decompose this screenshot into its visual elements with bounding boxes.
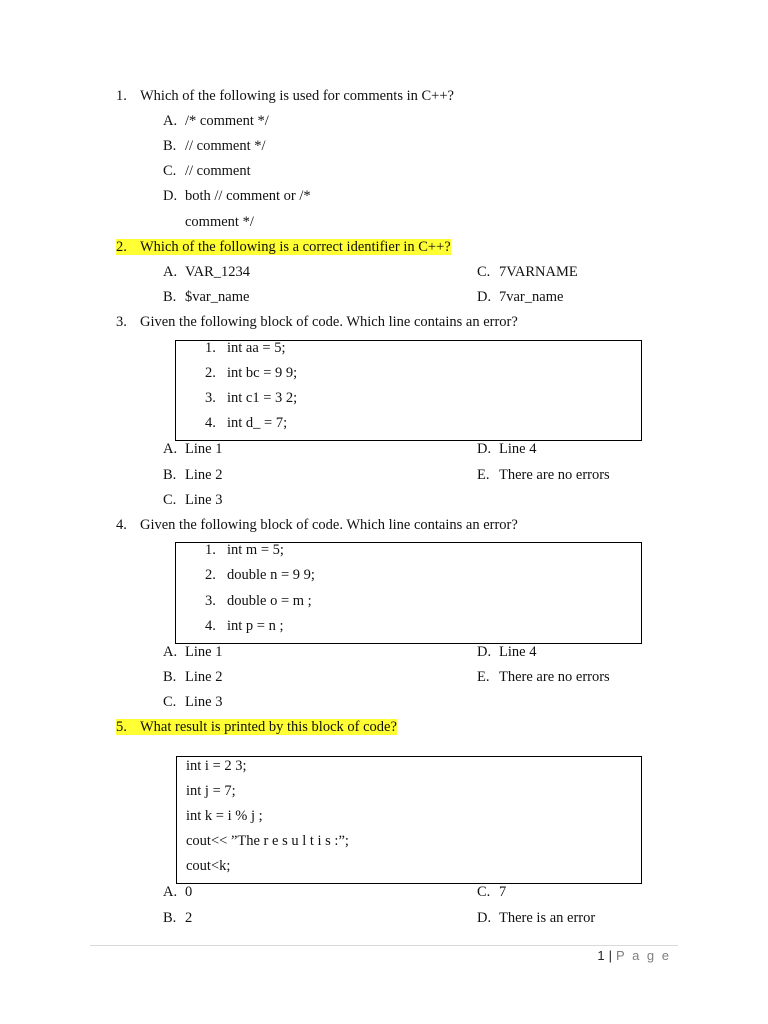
footer-rule bbox=[90, 945, 678, 946]
question-1 bbox=[116, 87, 454, 105]
q4-option-d: D. Line 4 bbox=[477, 644, 537, 660]
question-text: Given the following block of code. Which line contains an error? bbox=[140, 517, 518, 533]
question-number: 2. bbox=[116, 239, 127, 255]
q3-code-line-4: 4. int d_ = 7; bbox=[205, 415, 288, 431]
q1-option-d-continuation: comment */ bbox=[185, 214, 254, 230]
q4-option-e: E. There are no errors bbox=[477, 669, 610, 685]
q5-code-line-1: int i = 2 3; bbox=[186, 758, 247, 774]
page-label: P a g e bbox=[616, 948, 671, 963]
q4-option-a: A. Line 1 bbox=[163, 644, 223, 660]
q1-option-a: A. /* comment */ bbox=[163, 113, 269, 129]
footer-separator: | bbox=[608, 948, 613, 963]
page-footer bbox=[597, 948, 671, 963]
question-5 bbox=[116, 718, 397, 736]
q3-code-line-3: 3. int c1 = 3 2; bbox=[205, 390, 298, 406]
q2-option-b: B. $var_name bbox=[163, 289, 250, 305]
q3-option-a: A. Line 1 bbox=[163, 441, 223, 457]
question-text: Which of the following is a correct identifier in C++? bbox=[140, 239, 451, 255]
q2-option-c: C. 7VARNAME bbox=[477, 264, 578, 280]
q1-option-b: B. // comment */ bbox=[163, 138, 266, 154]
q5-code-line-3: int k = i % j ; bbox=[186, 808, 263, 824]
q5-option-a: A. 0 bbox=[163, 884, 193, 900]
question-text: Given the following block of code. Which line contains an error? bbox=[140, 314, 518, 330]
question-number: 3. bbox=[116, 314, 127, 330]
q4-code-line-4: 4. int p = n ; bbox=[205, 618, 284, 634]
question-text: What result is printed by this block of code? bbox=[140, 719, 397, 735]
q4-code-line-1: 1. int m = 5; bbox=[205, 542, 284, 558]
q5-option-d: D. There is an error bbox=[477, 910, 596, 926]
q2-option-d: D. 7var_name bbox=[477, 289, 564, 305]
question-number: 1. bbox=[116, 88, 127, 104]
question-3 bbox=[116, 313, 518, 331]
question-text: Which of the following is used for comments in C++? bbox=[140, 88, 454, 104]
question-number: 5. bbox=[116, 719, 127, 735]
q3-option-d: D. Line 4 bbox=[477, 441, 537, 457]
page-number: 1 bbox=[597, 948, 605, 963]
q3-option-e: E. There are no errors bbox=[477, 467, 610, 483]
q3-code-line-1: 1. int aa = 5; bbox=[205, 340, 286, 356]
q4-option-b: B. Line 2 bbox=[163, 669, 223, 685]
q3-code-line-2: 2. int bc = 9 9; bbox=[205, 365, 298, 381]
q2-option-a: A. VAR_1234 bbox=[163, 264, 250, 280]
q3-option-c: C. Line 3 bbox=[163, 492, 223, 508]
q1-option-c: C. // comment bbox=[163, 163, 251, 179]
q5-option-b: B. 2 bbox=[163, 910, 193, 926]
q5-code-line-4: cout<< ”The r e s u l t i s :”; bbox=[186, 833, 349, 849]
q1-option-d: D. both // comment or /* bbox=[163, 188, 311, 204]
q4-code-line-3: 3. double o = m ; bbox=[205, 593, 312, 609]
q3-option-b: B. Line 2 bbox=[163, 467, 223, 483]
question-4 bbox=[116, 516, 518, 534]
q4-code-line-2: 2. double n = 9 9; bbox=[205, 567, 315, 583]
q5-code-line-2: int j = 7; bbox=[186, 783, 236, 799]
q4-option-c: C. Line 3 bbox=[163, 694, 223, 710]
question-number: 4. bbox=[116, 517, 127, 533]
q5-option-c: C. 7 bbox=[477, 884, 507, 900]
q5-code-line-5: cout<k; bbox=[186, 858, 231, 874]
question-2 bbox=[116, 238, 451, 256]
